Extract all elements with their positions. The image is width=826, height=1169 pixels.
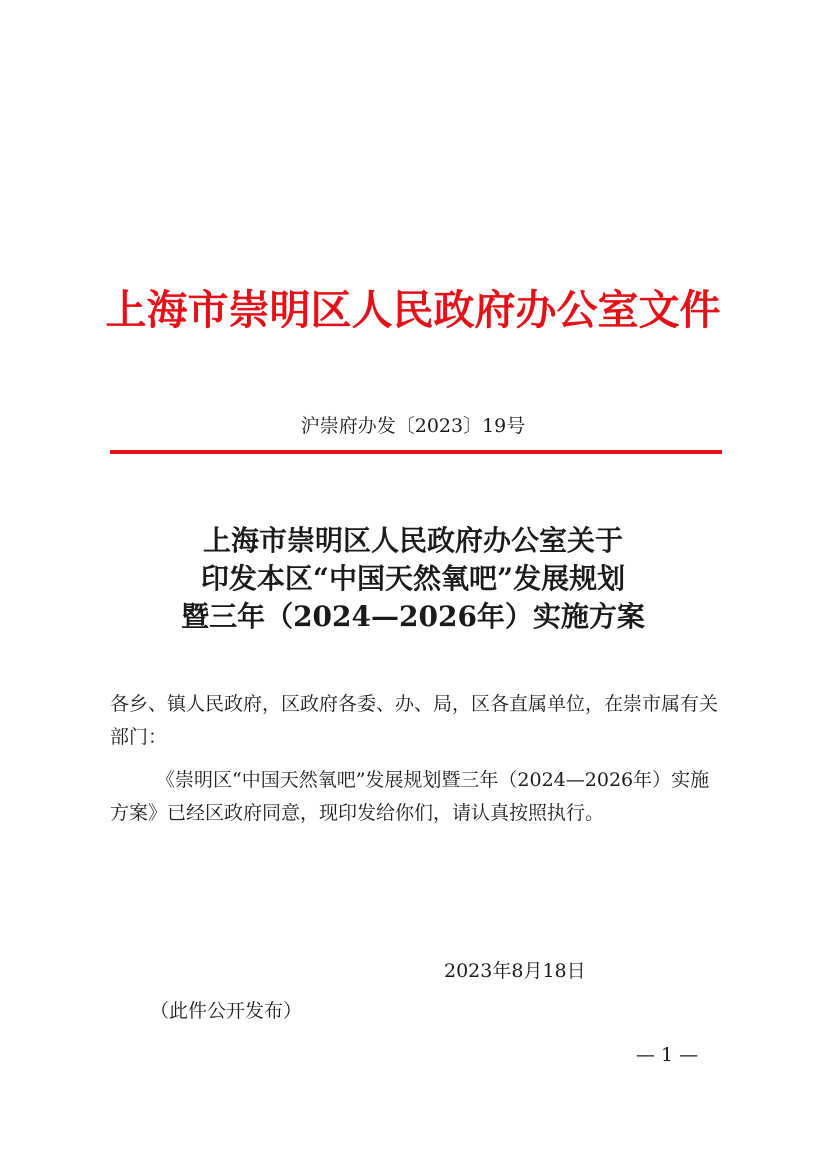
title-line-2: 印发本区“中国天然氧吧”发展规划 [200,562,626,595]
title-line-1: 上海市崇明区人民政府办公室关于 [202,524,623,557]
issuer-title: 上海市崇明区人民政府办公室文件 [105,286,721,334]
red-divider-line [110,450,722,454]
publish-note: （此件公开发布） [150,1000,303,1022]
body-paragraph: 《崇明区“中国天然氧吧”发展规划暨三年（2024—2026年）实施方案》已经区政府同意，现印发给你们，请认真按照执行。 [110,769,710,824]
title-line-3: 暨三年（2024—2026年）实施方案 [181,600,645,633]
issue-date: 2023年8月18日 [444,960,586,982]
page-number: — 1 — [636,1044,699,1066]
document-title [0,522,826,636]
salutation: 各乡、镇人民政府，区政府各委、办、局，区各直属单位，在崇市属有关部门： [110,693,719,748]
document-number: 沪崇府办发〔2023〕19号 [300,415,526,437]
